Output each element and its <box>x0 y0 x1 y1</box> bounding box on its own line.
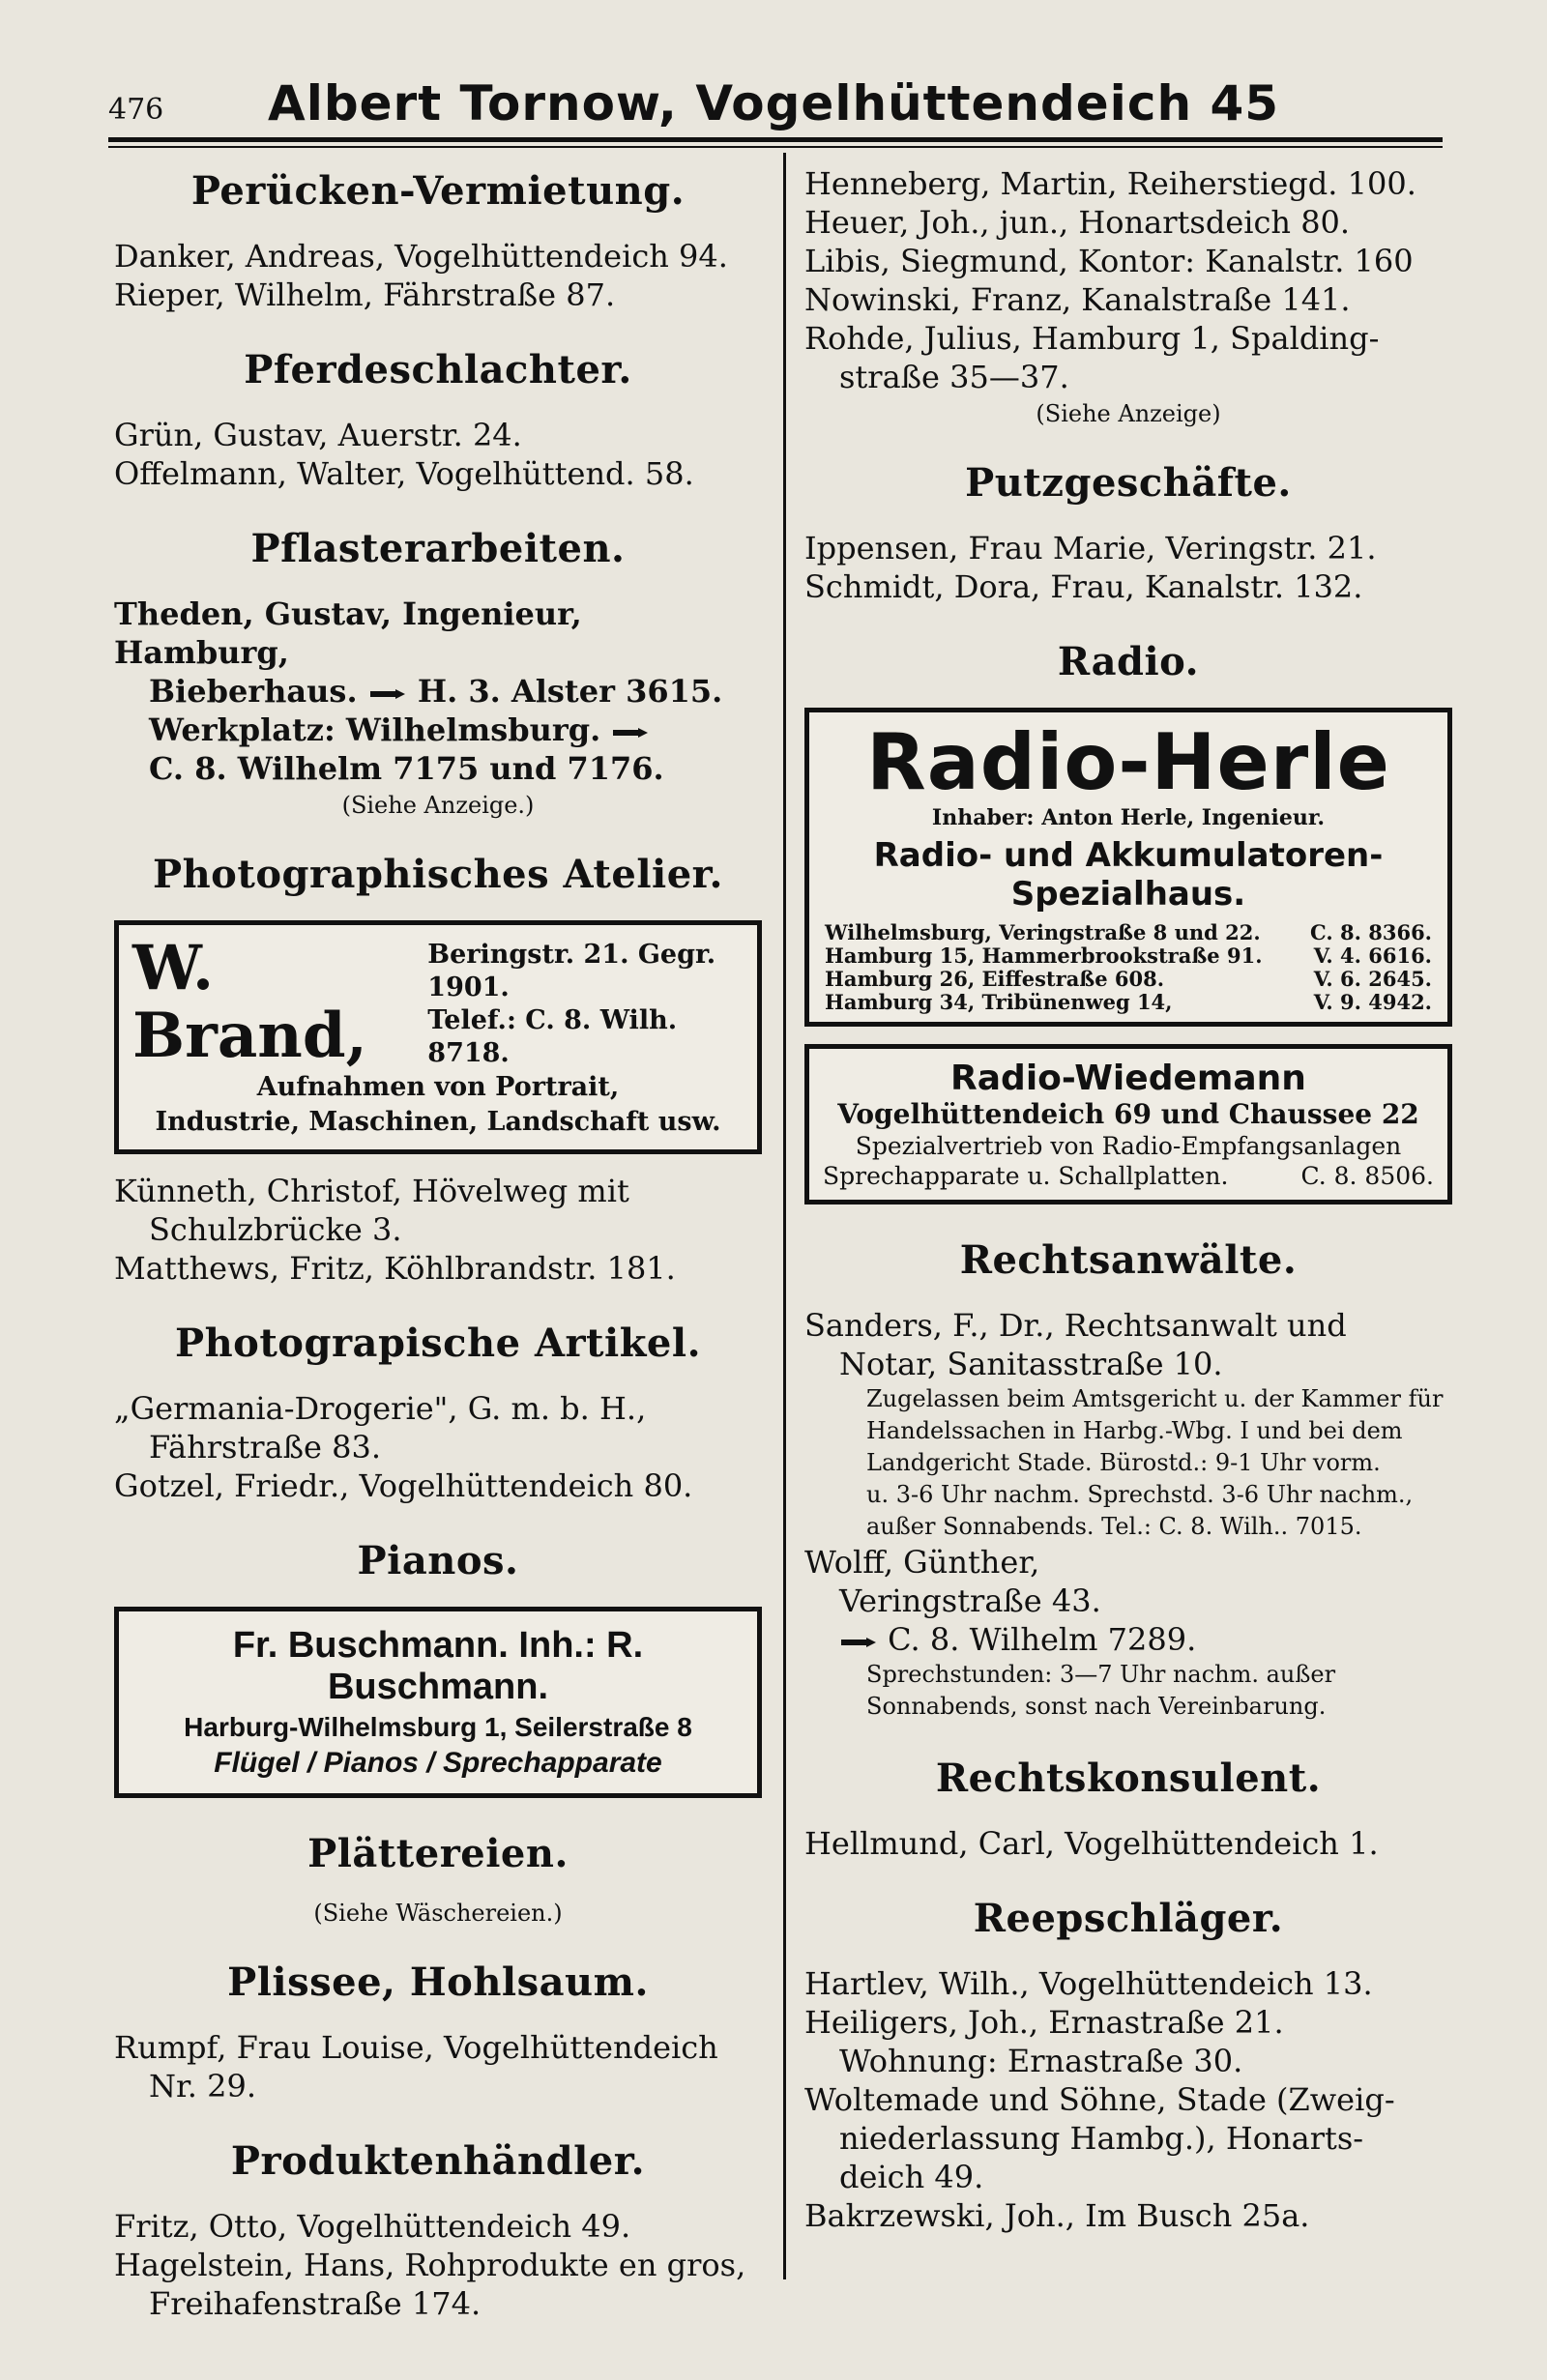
section-heading: Plissee, Hohlsaum. <box>227 1959 649 2005</box>
radio-herle-title: Radio-Herle <box>866 717 1390 807</box>
list-item-detail: Zugelassen beim Amtsgericht u. der Kammer für <box>866 1385 1444 1412</box>
column-divider <box>783 153 786 2279</box>
branch-address: Hamburg 34, Tribünenweg 14, <box>825 990 1173 1014</box>
list-item: Hartlev, Wilh., Vogelhüttendeich 13. <box>804 1965 1373 2002</box>
brand-address: Beringstr. 21. Gegr. 1901. <box>427 940 716 1002</box>
list-item-detail: außer Sonnabends. Tel.: C. 8. Wilh.. 7015. <box>866 1513 1362 1540</box>
branch-phone: V. 9. 4942. <box>1313 990 1432 1014</box>
radio-wiedemann-title: Radio-Wiedemann <box>950 1059 1306 1098</box>
list-item: Grün, Gustav, Auerstr. 24. <box>114 417 522 453</box>
list-item: Schulzbrücke 3. <box>149 1211 402 1248</box>
section-heading: Radio. <box>1057 639 1200 684</box>
list-item-text: H. 3. Alster 3615. <box>417 673 723 710</box>
list-item: Schmidt, Dora, Frau, Kanalstr. 132. <box>804 568 1363 605</box>
advertisement-radio-wiedemann <box>804 1044 1452 1205</box>
list-item <box>804 1620 1452 1659</box>
buschmann-address: Harburg-Wilhelmsburg 1, Seilerstraße 8 <box>184 1712 692 1742</box>
list-item: Rohde, Julius, Hamburg 1, Spalding- <box>804 320 1380 357</box>
list-item-text: C. 8. Wilhelm 7289. <box>888 1621 1197 1658</box>
brand-services: Aufnahmen von Portrait, <box>256 1072 620 1102</box>
telephone-icon <box>611 726 650 740</box>
list-item: Nowinski, Franz, Kanalstraße 141. <box>804 281 1351 318</box>
brand-phone: Telef.: C. 8. Wilh. 8718. <box>427 1005 678 1068</box>
list-item: Offelmann, Walter, Vogelhüttend. 58. <box>114 455 694 492</box>
list-item-detail: Handelssachen in Harbg.-Wbg. I und bei dem <box>866 1417 1403 1444</box>
branch-phone: V. 6. 2645. <box>1313 967 1432 991</box>
cross-reference-note: (Siehe Wäschereien.) <box>313 1900 563 1927</box>
cross-reference-note: (Siehe Anzeige) <box>1036 400 1221 427</box>
list-item: Fritz, Otto, Vogelhüttendeich 49. <box>114 2208 631 2245</box>
list-item: Theden, Gustav, Ingenieur, Hamburg, <box>114 595 582 671</box>
list-item: Nr. 29. <box>149 2068 257 2104</box>
list-item-detail: Sprechstunden: 3—7 Uhr nachm. außer <box>866 1661 1336 1688</box>
list-item: Henneberg, Martin, Reiherstiegd. 100. <box>804 165 1416 202</box>
radio-herle-branch <box>825 944 1432 968</box>
list-item: Künneth, Christof, Hövelweg mit <box>114 1173 629 1209</box>
brand-header <box>132 932 744 1072</box>
list-item: „Germania-Drogerie", G. m. b. H., <box>114 1390 647 1427</box>
list-item: Fährstraße 83. <box>149 1429 382 1466</box>
radio-herle-branch <box>825 968 1432 991</box>
list-item-detail: Sonnabends, sonst nach Vereinbarung. <box>866 1693 1327 1720</box>
list-item: Heuer, Joh., jun., Honartsdeich 80. <box>804 204 1351 241</box>
list-item: Bakrzewski, Joh., Im Busch 25a. <box>804 2197 1310 2234</box>
list-item: Woltemade und Söhne, Stade (Zweig- <box>804 2081 1395 2118</box>
radio-wiedemann-products: Sprechapparate u. Schallplatten. <box>823 1162 1229 1190</box>
section-heading: Rechtsanwälte. <box>959 1237 1298 1283</box>
header-rule-thick <box>108 137 1443 142</box>
brand-contact <box>427 939 744 1070</box>
advertisement-buschmann <box>114 1607 762 1798</box>
section-heading: Rechtskonsulent. <box>935 1756 1322 1801</box>
list-item: Libis, Siegmund, Kontor: Kanalstr. 160 <box>804 243 1414 279</box>
section-heading: Pferdeschlachter. <box>244 347 632 392</box>
list-item: Danker, Andreas, Vogelhüttendeich 94. <box>114 238 728 275</box>
list-item: niederlassung Hambg.), Honarts- <box>839 2120 1364 2157</box>
section-heading: Plättereien. <box>307 1831 569 1876</box>
list-item-text: Werkplatz: Wilhelmsburg. <box>149 711 601 748</box>
list-item: Rumpf, Frau Louise, Vogelhüttendeich <box>114 2029 718 2066</box>
list-item: Matthews, Fritz, Köhlbrandstr. 181. <box>114 1250 676 1287</box>
telephone-icon <box>368 687 407 701</box>
list-item: Hagelstein, Hans, Rohprodukte en gros, <box>114 2247 746 2283</box>
list-item: Freihafenstraße 174. <box>149 2285 482 2322</box>
list-item: Ippensen, Frau Marie, Veringstr. 21. <box>804 530 1377 566</box>
buschmann-name: Fr. Buschmann. Inh.: R. Buschmann. <box>232 1625 644 1707</box>
running-title: Albert Tornow, Vogelhüttendeich 45 <box>268 75 1280 131</box>
list-item: deich 49. <box>839 2159 984 2195</box>
list-item: Notar, Sanitasstraße 10. <box>839 1346 1223 1382</box>
branch-phone: C. 8. 8366. <box>1310 920 1432 944</box>
list-item-detail: u. 3-6 Uhr nachm. Sprechstd. 3-6 Uhr nachm., <box>866 1481 1414 1508</box>
branch-address: Wilhelmsburg, Veringstraße 8 und 22. <box>825 920 1261 944</box>
advertisement-radio-herle <box>804 708 1452 1027</box>
brand-services: Industrie, Maschinen, Landschaft usw. <box>155 1107 721 1137</box>
telephone-icon <box>839 1636 878 1649</box>
list-item: straße 35—37. <box>839 359 1069 395</box>
list-item: Hellmund, Carl, Vogelhüttendeich 1. <box>804 1825 1379 1862</box>
section-heading: Perücken-Vermietung. <box>190 168 686 214</box>
list-item: Wohnung: Ernastraße 30. <box>839 2043 1243 2079</box>
right-column <box>804 164 1452 2235</box>
brand-name: W. Brand, <box>132 932 367 1072</box>
cross-reference-note: (Siehe Anzeige.) <box>341 792 535 819</box>
section-heading: Photograpische Artikel. <box>174 1321 702 1366</box>
section-heading: Photographisches Atelier. <box>153 852 723 897</box>
section-heading: Reepschläger. <box>973 1896 1284 1941</box>
left-column <box>114 164 762 2323</box>
list-item: Sanders, F., Dr., Rechtsanwalt und <box>804 1307 1347 1344</box>
buschmann-products: Flügel / Pianos / Sprechapparate <box>214 1747 662 1779</box>
header-rule-thin <box>108 146 1443 148</box>
list-item <box>114 672 762 711</box>
radio-wiedemann-address: Vogelhüttendeich 69 und Chaussee 22 <box>837 1098 1419 1130</box>
radio-herle-branch <box>825 921 1432 944</box>
list-item: Heiligers, Joh., Ernastraße 21. <box>804 2004 1284 2041</box>
list-item: Gotzel, Friedr., Vogelhüttendeich 80. <box>114 1467 693 1504</box>
list-item-text: Bieberhaus. <box>149 673 358 710</box>
list-item: Veringstraße 43. <box>839 1582 1101 1619</box>
branch-address: Hamburg 15, Hammerbrookstraße 91. <box>825 943 1263 968</box>
radio-wiedemann-line <box>823 1162 1434 1190</box>
list-item: C. 8. Wilhelm 7175 und 7176. <box>149 750 664 787</box>
list-item-detail: Landgericht Stade. Bürostd.: 9-1 Uhr vorm. <box>866 1449 1381 1476</box>
radio-wiedemann-line: Spezialvertrieb von Radio-Empfangsanlagen <box>855 1132 1402 1160</box>
radio-herle-owner: Inhaber: Anton Herle, Ingenieur. <box>931 805 1326 830</box>
section-heading: Putzgeschäfte. <box>965 460 1292 506</box>
list-item: Rieper, Wilhelm, Fährstraße 87. <box>114 276 616 313</box>
page-number: 476 <box>108 93 164 127</box>
list-item <box>114 711 762 749</box>
radio-wiedemann-phone: C. 8. 8506. <box>1300 1162 1434 1190</box>
radio-herle-subtitle: Radio- und Akkumulatoren-Spezialhaus. <box>873 836 1384 914</box>
page-header <box>108 75 1443 133</box>
advertisement-brand <box>114 920 762 1154</box>
list-item: Wolff, Günther, <box>804 1544 1040 1581</box>
section-heading: Pianos. <box>357 1538 519 1583</box>
branch-address: Hamburg 26, Eiffestraße 608. <box>825 967 1165 991</box>
radio-herle-branch <box>825 991 1432 1014</box>
branch-phone: V. 4. 6616. <box>1313 943 1432 968</box>
section-heading: Produktenhändler. <box>230 2138 646 2184</box>
section-heading: Pflasterarbeiten. <box>250 526 626 571</box>
